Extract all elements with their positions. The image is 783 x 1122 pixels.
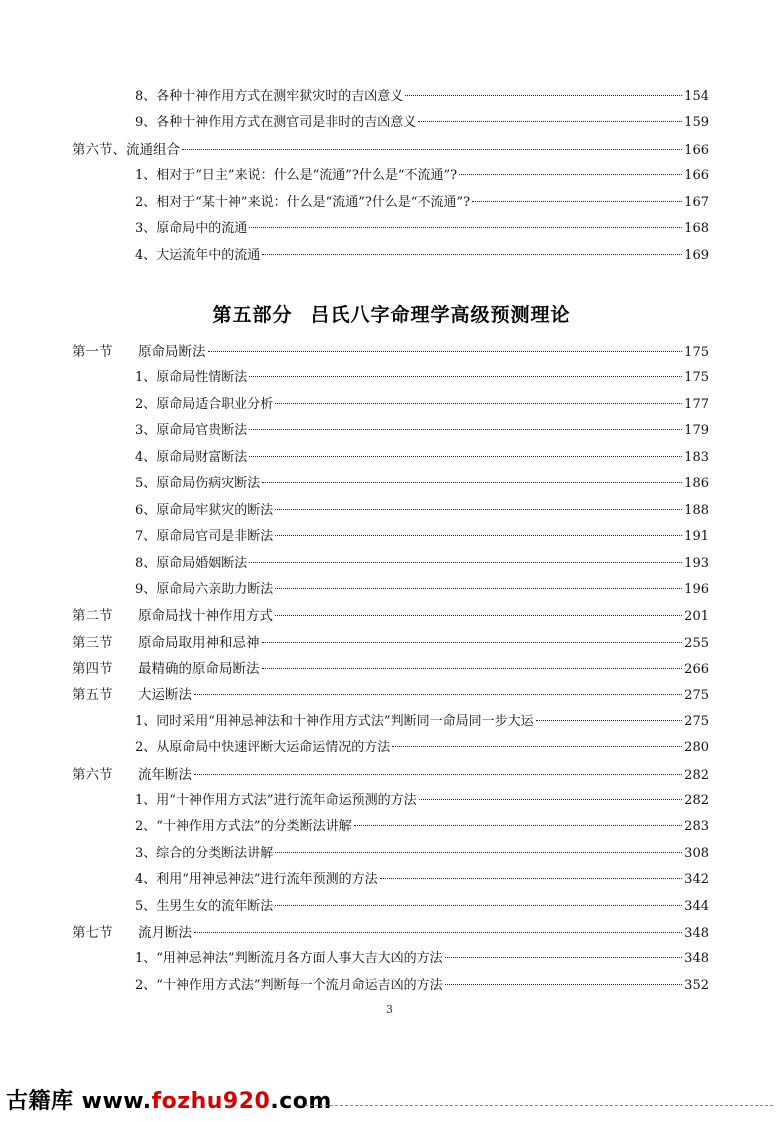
toc-entry[interactable] [135,555,709,573]
dot-leader [262,668,683,669]
toc-entry-page: 196 [684,582,709,597]
toc-entry[interactable] [135,792,709,810]
toc-section-label: 原命局找十神作用方式 [138,608,273,624]
toc-entry[interactable] [135,713,709,731]
toc-entry-label: 7、原命局官司是非断法 [135,529,274,544]
toc-section[interactable] [72,924,709,943]
toc-entry[interactable] [135,369,709,387]
toc-entry-page: 186 [684,476,709,491]
dot-leader [249,456,682,457]
toc-entry-label: 2、“十神作用方式法”的分类断法讲解 [135,819,352,834]
toc-entry-page: 167 [684,195,709,210]
toc-entry-label: 2、原命局适合职业分析 [135,397,274,412]
dot-leader [262,254,682,255]
section-number: 第一节 [72,344,113,360]
dot-leader [249,376,682,377]
toc-entry-page: 183 [684,450,709,465]
toc-entry[interactable] [135,898,709,916]
toc-entry[interactable] [135,818,709,836]
toc-entry-page: 342 [684,872,709,887]
dot-leader [194,694,682,695]
toc-entry[interactable] [135,502,709,520]
watermark-footer [6,1084,332,1115]
toc-entry-page: 179 [684,423,709,438]
toc-section-label: 原命局取用神和忌神 [138,635,260,651]
dot-leader [536,720,683,721]
toc-entry-page: 168 [684,221,709,236]
dot-leader [275,905,682,906]
toc-section-label: 流年断法 [138,767,192,783]
toc-entry-page: 166 [684,168,709,183]
toc-entry-label: 1、“用神忌神法”判断流月各方面人事大吉大凶的方法 [135,951,443,966]
toc-section-page: 166 [684,143,709,158]
dot-leader [249,227,682,228]
toc-entry-label: 6、原命局牢狱灾的断法 [135,503,274,518]
toc-section[interactable] [72,141,709,160]
toc-entry-page: 193 [684,556,709,571]
toc-section[interactable] [72,660,709,679]
toc-entry-page: 348 [684,951,709,966]
dot-leader [275,588,682,589]
toc-section-label: 流月断法 [138,925,192,941]
section-number: 第六节 [72,767,113,783]
toc-entry-label: 8、原命局婚姻断法 [135,556,248,571]
toc-entry-label: 1、用“十神作用方式法”进行流年命运预测的方法 [135,793,417,808]
dot-leader [405,95,682,96]
toc-entry-label: 4、原命局财富断法 [135,450,248,465]
toc-entry-page: 344 [684,899,709,914]
toc-entry-label: 1、原命局性情断法 [135,370,248,385]
toc-entry-label: 3、综合的分类断法讲解 [135,846,274,861]
toc-section[interactable] [72,766,709,785]
toc-entry[interactable] [135,871,709,889]
dot-leader [249,429,682,430]
toc-entry-page: 159 [684,115,709,130]
toc-entry-page: 177 [684,397,709,412]
toc-section-label: 最精确的原命局断法 [138,661,260,677]
toc-entry-label: 2、相对于“某十神”来说：什么是“流通”?什么是“不流通”? [135,195,471,210]
toc-entry-page: 188 [684,503,709,518]
section-number: 第三节 [72,635,113,651]
toc-entry-label: 5、生男生女的流年断法 [135,899,274,914]
toc-section[interactable] [72,634,709,653]
page-number: 3 [386,1003,393,1016]
toc-entry[interactable] [135,194,709,212]
toc-section[interactable] [72,607,709,626]
toc-entry-label: 1、同时采用“用神忌神法和十神作用方式法”判断同一命局同一步大运 [135,714,534,729]
toc-entry-label: 4、利用“用神忌神法”进行流年预测的方法 [135,872,378,887]
toc-entry-page: 175 [684,370,709,385]
toc-entry-page: 352 [684,978,709,993]
toc-entry[interactable] [135,845,709,863]
dot-leader [194,774,682,775]
toc-entry-page: 308 [684,846,709,861]
toc-entry-label: 1、相对于“日主”来说：什么是“流通”?什么是“不流通”? [135,168,458,183]
toc-section-page: 255 [684,636,709,651]
toc-entry[interactable] [135,528,709,546]
toc-section-page: 266 [684,662,709,677]
toc-entry-page: 275 [684,714,709,729]
toc-entry-label: 2、“十神作用方式法”判断每一个流月命运吉凶的方法 [135,978,443,993]
toc-section-label: 第六节、流通组合 [72,142,180,158]
toc-entry-label: 5、原命局伤病灾断法 [135,476,261,491]
section-number: 第二节 [72,608,113,624]
dot-leader [354,825,683,826]
toc-entry-label: 3、原命局中的流通 [135,221,248,236]
toc-section[interactable] [72,343,709,362]
section-number: 第四节 [72,661,113,677]
toc-entry-page: 283 [684,819,709,834]
footer-divider [300,1105,773,1106]
toc-entry-label: 2、从原命局中快速评断大运命运情况的方法 [135,740,391,755]
toc-entry[interactable] [135,449,709,467]
dot-leader [380,878,683,879]
dot-leader [208,351,683,352]
toc-entry-page: 169 [684,248,709,263]
dot-leader [445,984,683,985]
toc-section-page: 282 [684,768,709,783]
dot-leader [472,201,682,202]
dot-leader [275,852,682,853]
toc-section-page: 275 [684,688,709,703]
footer-suffix: .com [270,1089,332,1114]
dot-leader [275,403,682,404]
dot-leader [262,482,682,483]
dot-leader [459,174,682,175]
dot-leader [249,562,682,563]
dot-leader [262,642,683,643]
section-number: 第五节 [72,687,113,703]
toc-entry-page: 154 [684,89,709,104]
toc-entry[interactable] [135,977,709,995]
toc-section[interactable] [72,686,709,705]
dot-leader [392,746,682,747]
toc-section-label: 大运断法 [138,687,192,703]
footer-highlight: fozhu920 [151,1089,271,1114]
dot-leader [445,957,683,958]
dot-leader [275,615,682,616]
dot-leader [419,799,683,800]
toc-entry-page: 191 [684,529,709,544]
toc-entry[interactable] [135,739,709,757]
toc-entry[interactable] [135,422,709,440]
dot-leader [418,121,682,122]
toc-entry-label: 8、各种十神作用方式在测牢狱灾时的吉凶意义 [135,89,404,104]
toc-entry[interactable] [135,950,709,968]
part-title [0,300,783,327]
toc-section-page: 175 [684,345,709,360]
toc-entry-label: 9、原命局六亲助力断法 [135,582,274,597]
toc-entry-page: 282 [684,793,709,808]
toc-entry[interactable] [135,88,709,106]
toc-entry[interactable] [135,167,709,185]
dot-leader [275,509,682,510]
part-name: 吕氏八字命理学高级预测理论 [310,304,571,326]
toc-entry-label: 4、大运流年中的流通 [135,248,261,263]
toc-entry[interactable] [135,581,709,599]
footer-prefix: 古籍库 www. [6,1089,152,1114]
dot-leader [182,149,682,150]
toc-entry[interactable] [135,247,709,265]
toc-section-label: 原命局断法 [138,344,206,360]
dot-leader [194,932,682,933]
dot-leader [275,535,682,536]
toc-section-page: 348 [684,926,709,941]
toc-entry-label: 3、原命局官贵断法 [135,423,248,438]
toc-entry[interactable] [135,114,709,132]
section-number: 第七节 [72,925,113,941]
part-number: 第五部分 [212,304,293,326]
toc-entry[interactable] [135,475,709,493]
toc-section-page: 201 [684,609,709,624]
toc-entry[interactable] [135,220,709,238]
toc-entry-page: 280 [684,740,709,755]
toc-entry-label: 9、各种十神作用方式在测官司是非时的吉凶意义 [135,115,417,130]
toc-entry[interactable] [135,396,709,414]
